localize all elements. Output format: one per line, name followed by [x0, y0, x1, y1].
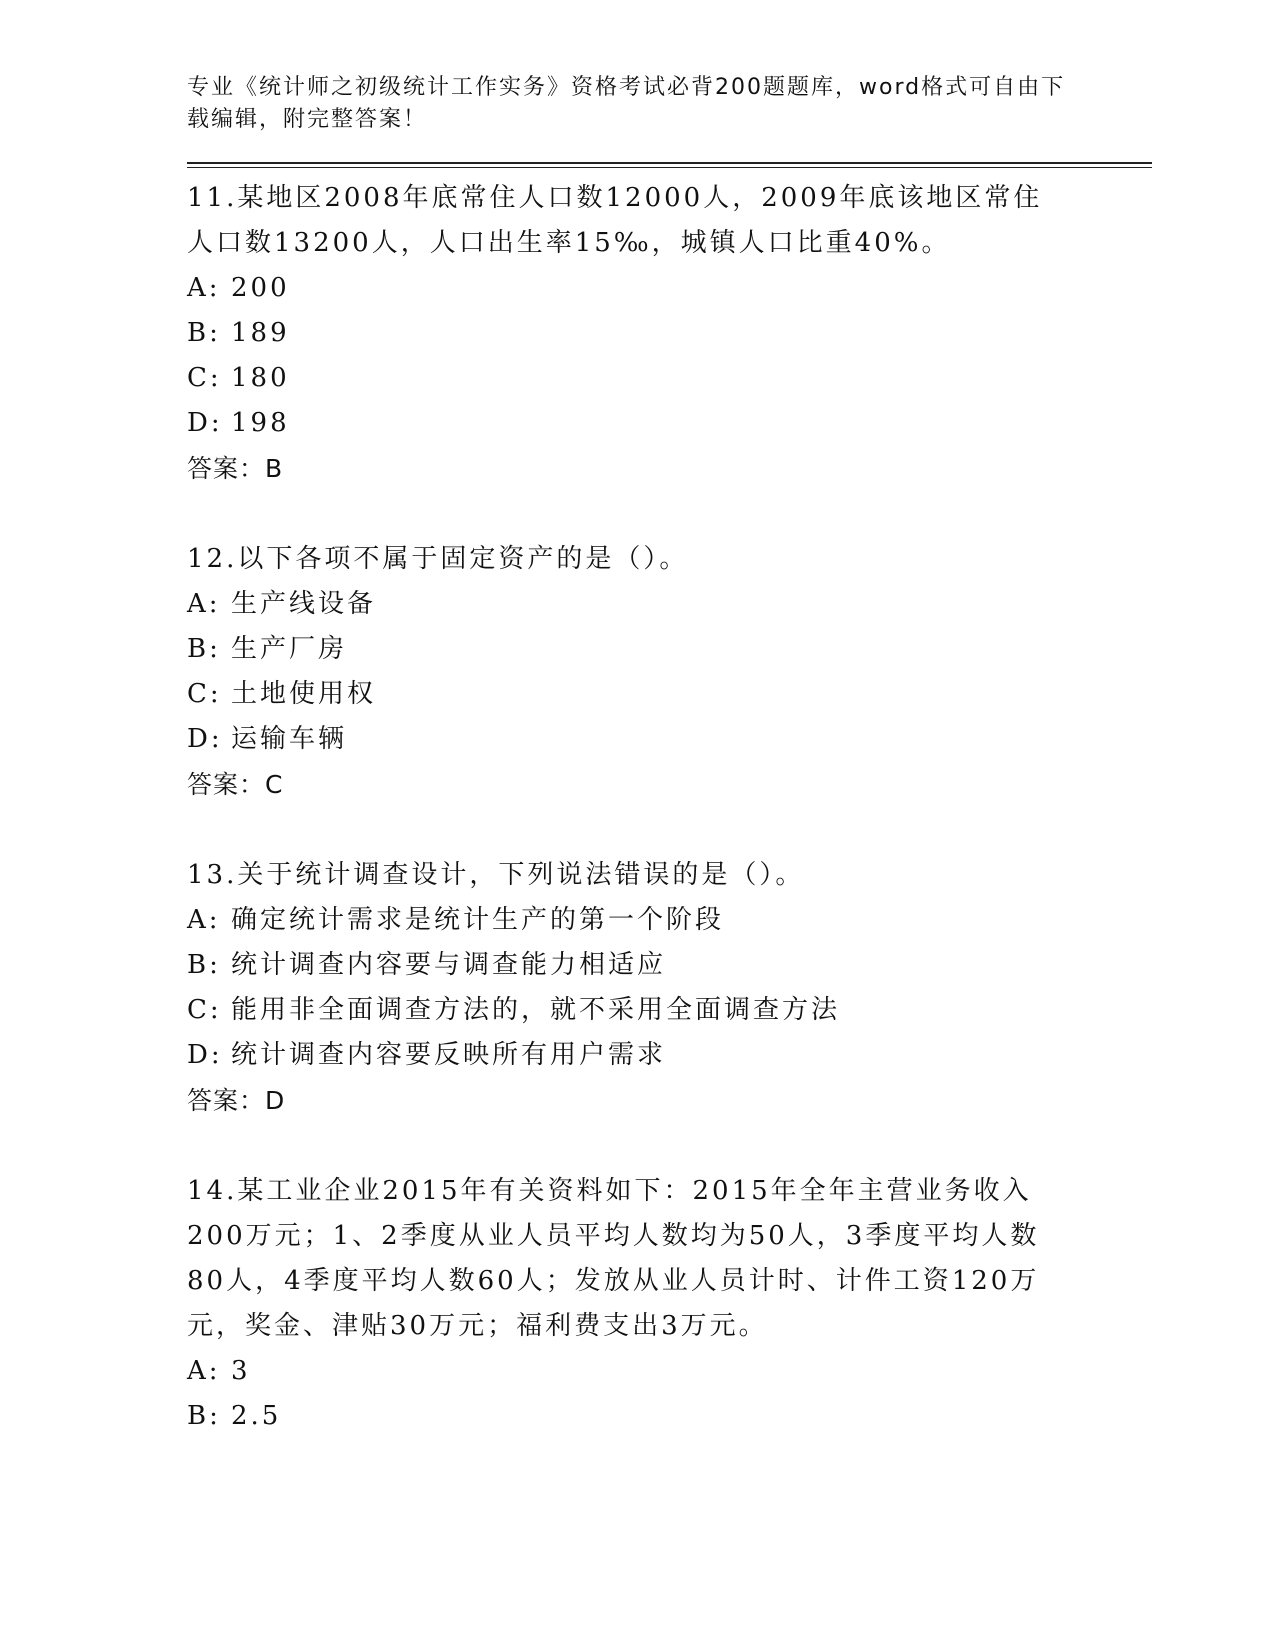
question-11 — [187, 176, 1152, 491]
option-a — [187, 898, 1152, 943]
option-text: 生产线设备 — [231, 589, 377, 619]
option-c — [187, 356, 1152, 401]
option-label: B: — [187, 318, 221, 348]
option-d — [187, 401, 1152, 446]
option-c — [187, 672, 1152, 717]
question-14 — [187, 1169, 1152, 1439]
option-label: C: — [187, 679, 222, 709]
option-text: 180 — [231, 363, 290, 393]
option-text: 确定统计需求是统计生产的第一个阶段 — [231, 905, 725, 935]
option-a — [187, 266, 1152, 311]
option-a — [187, 1349, 1152, 1394]
option-d — [187, 1033, 1152, 1078]
option-label: C: — [187, 363, 222, 393]
option-b — [187, 1394, 1152, 1439]
option-label: B: — [187, 634, 221, 664]
option-text: 200 — [231, 273, 290, 303]
question-13 — [187, 853, 1152, 1123]
option-text: 土地使用权 — [231, 679, 377, 709]
option-label: D: — [187, 724, 223, 754]
option-label: C: — [187, 995, 222, 1025]
option-label: D: — [187, 1040, 223, 1070]
option-text: 运输车辆 — [231, 724, 348, 754]
option-text: 189 — [231, 318, 290, 348]
option-label: D: — [187, 408, 223, 438]
document-page — [187, 72, 1152, 1485]
option-b — [187, 943, 1152, 988]
option-c — [187, 988, 1152, 1033]
option-label: A: — [187, 905, 221, 935]
option-text: 198 — [231, 408, 290, 438]
question-text: 11.某地区2008年底常住人口数12000人，2009年底该地区常住人口数13200人，人口出生率15‰，城镇人口比重40%。 — [187, 183, 1043, 258]
header-divider — [187, 162, 1152, 168]
question-text: 12.以下各项不属于固定资产的是（）。 — [187, 544, 689, 574]
option-text: 能用非全面调查方法的，就不采用全面调查方法 — [231, 995, 841, 1025]
option-label: A: — [187, 273, 221, 303]
option-text: 生产厂房 — [231, 634, 348, 664]
answer: 答案：B — [187, 454, 284, 483]
option-b — [187, 627, 1152, 672]
answer: 答案：D — [187, 1086, 286, 1115]
option-d — [187, 717, 1152, 762]
option-label: A: — [187, 1356, 221, 1386]
question-text: 14.某工业企业2015年有关资料如下：2015年全年主营业务收入200万元；1、2季度从业人员平均人数均为50人，3季度平均人数80人，4季度平均人数60人；发放从业人员计时、计件工资120万元，奖金、津贴30万元；福利费支出3万元。 — [187, 1176, 1040, 1341]
question-list — [187, 176, 1152, 1439]
option-label: A: — [187, 589, 221, 619]
option-label: B: — [187, 950, 221, 980]
option-b — [187, 311, 1152, 356]
option-text: 统计调查内容要反映所有用户需求 — [231, 1040, 667, 1070]
question-12 — [187, 537, 1152, 807]
option-text: 2.5 — [231, 1401, 282, 1431]
question-text: 13.关于统计调查设计，下列说法错误的是（）。 — [187, 860, 805, 890]
option-text: 3 — [231, 1356, 251, 1386]
option-label: B: — [187, 1401, 221, 1431]
option-text: 统计调查内容要与调查能力相适应 — [231, 950, 667, 980]
option-a — [187, 582, 1152, 627]
answer: 答案：C — [187, 770, 284, 799]
document-header: 专业《统计师之初级统计工作实务》资格考试必背200题题库，word格式可自由下载编辑，附完整答案！ — [187, 75, 1066, 132]
